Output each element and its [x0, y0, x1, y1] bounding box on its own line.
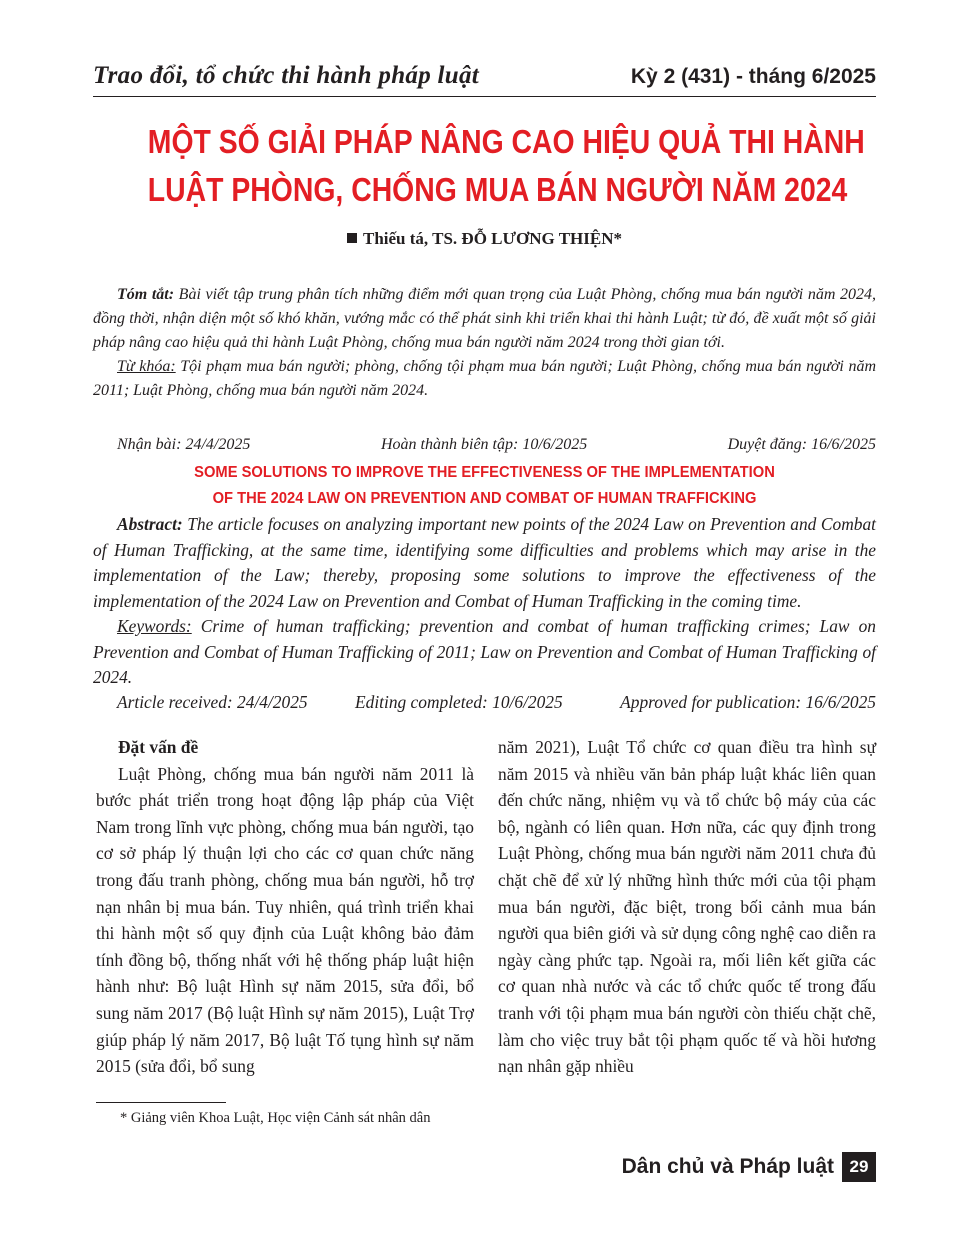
received-date-vi: Nhận bài: 24/4/2025 [117, 436, 251, 453]
running-header [93, 62, 876, 96]
keywords-vi-paragraph [93, 355, 876, 403]
english-title [124, 460, 844, 512]
section-heading: Đặt vấn đề [118, 737, 199, 757]
received-date-en: Article received: 24/4/2025 [117, 692, 308, 712]
abstract-en-label: Abstract: [117, 514, 183, 534]
footnote: * Giảng viên Khoa Luật, Học viện Cảnh sát nhân dân [120, 1110, 431, 1126]
body-paragraph-left: Luật Phòng, chống mua bán người năm 2011 là bước phát triển trong hoạt động lập pháp của Việt Nam trong lĩnh vực phòng, chống mua bán người, tạo cơ sở pháp lý thuận lợi cho các cơ quan chức năng trong đấu tranh phòng, chống mua bán người, hỗ trợ nạn nhân bị mua bán. Tuy nhiên, quá trình triển khai thi hành một số quy định của Luật không bảo đảm tính đồng bộ, thống nhất với hệ thống pháp luật hiện hành như: Bộ luật Hình sự năm 2015, sửa đổi, bổ sung năm 2017 (Bộ luật Hình sự năm 2015), Luật Trợ giúp pháp lý năm 2017, Bộ luật Tố tụng hình sự năm 2015 (sửa đổi, bổ sung [96, 763, 474, 1077]
approved-date-en: Approved for publication: 16/6/2025 [620, 692, 876, 712]
section-name: Trao đổi, tổ chức thi hành pháp luật [93, 62, 480, 89]
keywords-en-paragraph [93, 614, 876, 691]
summary-vi-label: Tóm tắt: [117, 286, 175, 303]
keywords-vi-label: Từ khóa: [117, 358, 176, 375]
abstract-en-paragraph [93, 512, 876, 614]
article-title [147, 118, 865, 214]
magazine-name: Dân chủ và Pháp luật [621, 1155, 834, 1178]
keywords-en-label: Keywords: [117, 616, 192, 636]
summary-vi-paragraph [93, 283, 876, 355]
issue-number: Kỳ 2 (431) - tháng 6/2025 [630, 65, 876, 88]
keywords-vi-text: Tội phạm mua bán người; phòng, chống tội phạm mua bán người; Luật Phòng, chống mua bán người năm 2011; Luật Phòng, chống mua bán người năm 2024. [93, 358, 876, 399]
body-column-left [96, 734, 474, 1080]
article-title-line-1: MỘT SỐ GIẢI PHÁP NÂNG CAO HIỆU QUẢ THI HÀNH [147, 123, 865, 160]
abstract-en [93, 512, 876, 691]
author-name: Thiếu tá, TS. ĐỖ LƯƠNG THIỆN* [363, 229, 622, 248]
article-title-line-2: LUẬT PHÒNG, CHỐNG MUA BÁN NGƯỜI NĂM 2024 [147, 171, 848, 208]
summary-vi [93, 283, 876, 403]
summary-vi-text: Bài viết tập trung phân tích những điểm mới quan trọng của Luật Phòng, chống mua bán người năm 2024, đồng thời, nhận diện một số khó khăn, vướng mắc có thể phát sinh khi triển khai thi hành Luật; từ đó, đề xuất một số giải pháp nâng cao hiệu quả thi hành Luật Phòng, chống mua bán người năm 2024 trong thời gian tới. [93, 286, 877, 351]
keywords-en-text: Crime of human trafficking; prevention and combat of human trafficking crimes; Law on Prevention and Combat of Human Trafficking of 2011; Law on Prevention and Combat of Human Trafficking of 2024. [93, 616, 876, 687]
author-byline [93, 229, 876, 249]
page-number: 29 [842, 1152, 876, 1182]
english-title-line-1: SOME SOLUTIONS TO IMPROVE THE EFFECTIVENESS OF THE IMPLEMENTATION [194, 464, 775, 481]
body-paragraph-right: năm 2021), Luật Tổ chức cơ quan điều tra hình sự năm 2015 và nhiều văn bản pháp luật khác liên quan đến chức năng, nhiệm vụ và tổ chức bộ máy của các bộ, ngành có liên quan. Hơn nữa, các quy định trong Luật Phòng, chống mua bán người năm 2011 chưa đủ chặt chẽ để xử lý những hình thức mới của tội phạm mua bán người, đặc biệt, trong bối cảnh mua bán người qua biên giới và sử dụng công nghệ cao diễn ra ngày càng phức tạp. Ngoài ra, mối liên kết giữa các cơ quan nhà nước và các tổ chức quốc tế trong đấu tranh với tội phạm mua bán người còn thiếu chặt chẽ, làm cho việc truy bắt tội phạm quốc tế và hồi hương nạn nhân gặp nhiều [498, 737, 876, 1077]
body-column-right [498, 734, 876, 1080]
header-divider [93, 96, 876, 97]
square-bullet-icon [347, 233, 357, 243]
approved-date-vi: Duyệt đăng: 16/6/2025 [727, 436, 876, 453]
english-title-line-2: OF THE 2024 LAW ON PREVENTION AND COMBAT OF HUMAN TRAFFICKING [212, 490, 757, 507]
edited-date-en: Editing completed: 10/6/2025 [355, 692, 563, 712]
footnote-divider [96, 1102, 226, 1103]
dates-en [117, 692, 876, 716]
dates-vi [117, 436, 876, 460]
page-footer [622, 1152, 876, 1186]
abstract-en-text: The article focuses on analyzing important new points of the 2024 Law on Prevention and Combat of Human Trafficking, at the same time, identifying some difficulties and problems which may arise in the implementation of the Law; thereby, proposing some solutions to improve the effectiveness of the implementation of the 2024 Law on Prevention and Combat of Human Trafficking in the coming time. [93, 514, 876, 611]
edited-date-vi: Hoàn thành biên tập: 10/6/2025 [381, 436, 588, 453]
